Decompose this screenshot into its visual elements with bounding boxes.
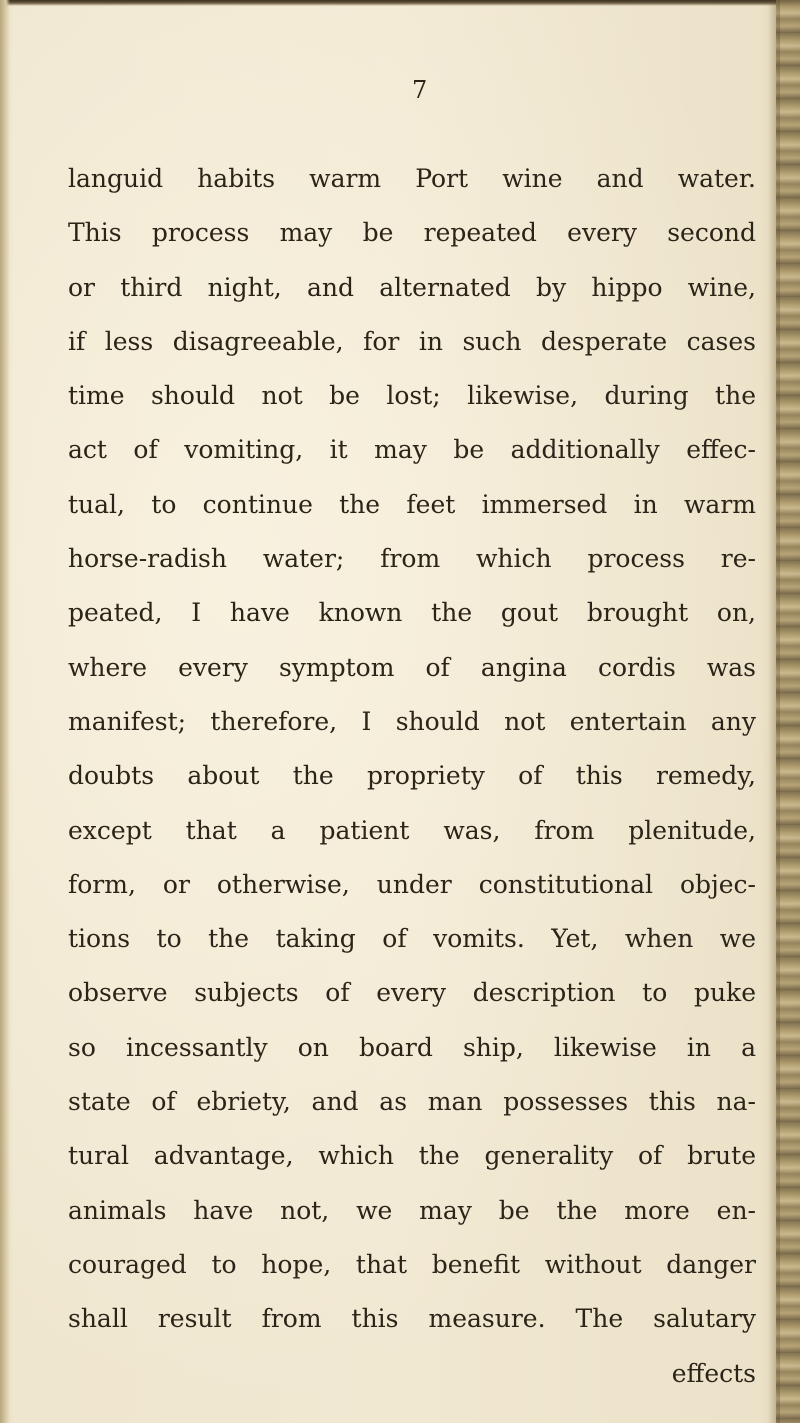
body-text	[68, 152, 756, 1401]
text-line: manifest; therefore, I should not entertain any	[68, 706, 756, 736]
text-line: tions to the taking of vomits. Yet, when we	[68, 924, 756, 954]
text-line: where every symptom of angina cordis was	[68, 652, 756, 682]
text-line: languid habits warm Port wine and water.	[68, 164, 756, 193]
text-line: or third night, and alternated by hippo wine,	[68, 272, 756, 302]
text-line: if less disagreeable, for in such desperate cases	[68, 326, 756, 356]
spine-shadow	[768, 0, 780, 1423]
text-line: peated, I have known the gout brought on,	[68, 598, 756, 628]
text-line: couraged to hope, that benefit without danger	[68, 1249, 756, 1279]
left-page-edge	[0, 0, 10, 1423]
text-line: observe subjects of every description to puke	[68, 978, 756, 1008]
text-line: time should not be lost; likewise, during the	[68, 381, 756, 411]
catchword: effects	[671, 1358, 756, 1388]
text-line: doubts about the propriety of this remedy,	[68, 761, 756, 791]
page-number: 7	[412, 76, 428, 104]
text-line: tual, to continue the feet immersed in warm	[68, 489, 756, 519]
text-line: except that a patient was, from plenitude,	[68, 815, 756, 845]
text-line: This process may be repeated every second	[68, 218, 756, 248]
text-line: animals have not, we may be the more en-	[68, 1195, 756, 1225]
text-line: act of vomiting, it may be additionally effec-	[68, 435, 756, 465]
text-line: so incessantly on board ship, likewise in a	[68, 1032, 756, 1062]
top-page-edge	[0, 0, 800, 6]
text-line: shall result from this measure. The salutary	[68, 1304, 756, 1334]
text-line: tural advantage, which the generality of brute	[68, 1141, 756, 1171]
text-line: horse-radish water; from which process re-	[68, 544, 756, 574]
text-line: state of ebriety, and as man possesses this na-	[68, 1087, 756, 1117]
text-line: form, or otherwise, under constitutional objec-	[68, 869, 756, 899]
